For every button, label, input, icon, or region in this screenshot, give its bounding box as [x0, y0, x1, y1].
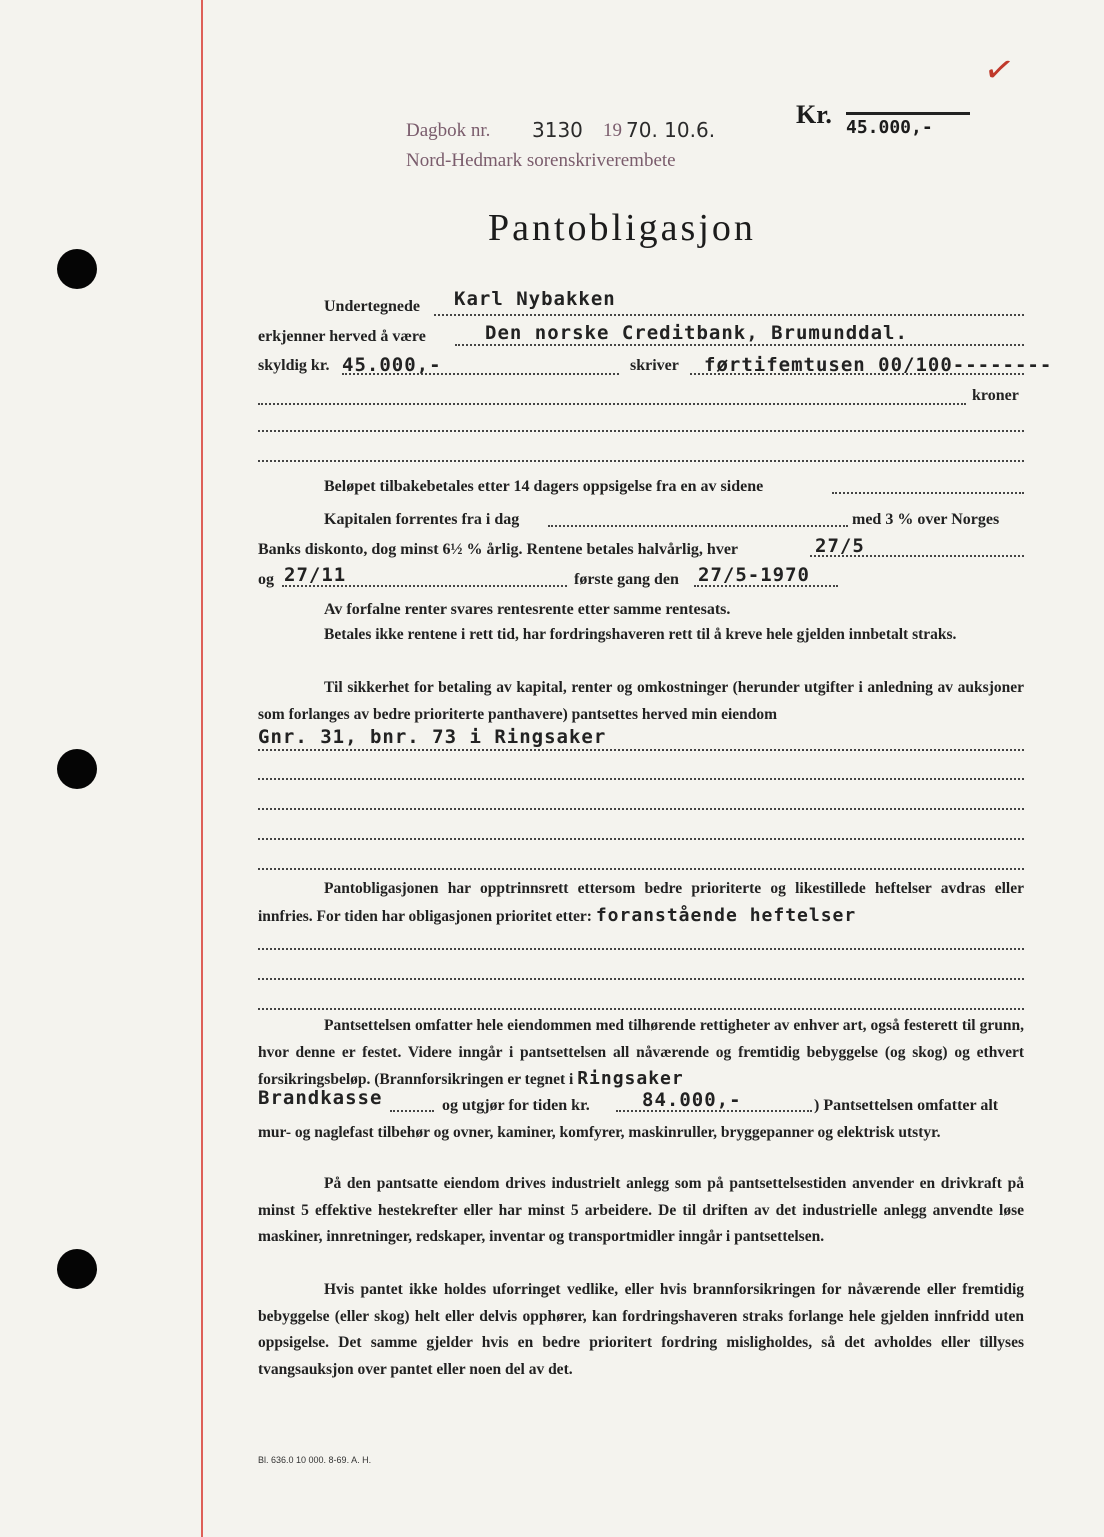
kroner-label: kroner [972, 387, 1019, 404]
forste-label: første gang den [574, 571, 679, 588]
fill-line [258, 1008, 1024, 1010]
dagbok-date: 70. 10.6. [626, 118, 716, 142]
scope-text: Pantsettelsen omfatter hele eiendommen med tilhørende rettigheter av enhver art, også festerett til grunn, hvor denne er festet. Videre inngår i pantsettelsen all nåværende og fremtidig bebyggelse (og skog) og ethvert forsikringsbeløp. (Brannforsikringen er tegnet i [258, 1017, 1024, 1089]
scope-text-end: mur- og naglefast tilbehør og ovner, kaminer, komfyrer, maskinruller, bryggepanner og elektrisk utstyr. [258, 1124, 941, 1141]
paragraph-late-interest: Betales ikke rentene i rett tid, har fordringshaveren rett til å kreve hele gjelden innbetalt straks. [324, 626, 957, 643]
fill-line [548, 525, 848, 527]
priority-text: Pantobligasjonen har opptrinnsrett ettersom bedre prioriterte og likestillede heftelser avdras eller innfries. For tiden har obligasjonen prioritet etter: [258, 880, 1024, 925]
red-margin-line [201, 0, 203, 1537]
first-date: 27/5-1970 [698, 564, 810, 586]
insured-amount: 84.000,- [642, 1089, 742, 1111]
skyldig-label: skyldig kr. [258, 357, 330, 374]
paragraph-priority [258, 876, 1024, 930]
paragraph-industrial: På den pantsatte eiendom drives industrielt anlegg som på pantsettelsestiden anvender en drivkraft på minst 5 effektive hestekrefter eller har minst 5 arbeidere. De til driften av det industrielle anlegg anvendte løse maskiner, innretninger, redskaper, inventar og transportmidler inngår i pantsettelsen. [258, 1175, 1024, 1246]
fill-line [258, 749, 1024, 751]
fill-line [258, 838, 1024, 840]
fill-line [258, 403, 966, 405]
interest-date-2: 27/11 [284, 564, 347, 586]
office-stamp: Nord-Hedmark sorenskriverembete [406, 150, 676, 171]
undertegnede-value: Karl Nybakken [454, 288, 616, 310]
skyldig-value: 45.000,- [342, 354, 442, 376]
skriver-label: skriver [630, 357, 679, 374]
priority-value: foranstående heftelser [595, 904, 857, 926]
paragraph-security: Til sikkerhet for betaling av kapital, renter og omkostninger (herunder utgifter i anledning av auksjoner som forlanges av bedre prioriterte panthavere) pantsettes herved min eiendom [258, 679, 1024, 723]
paragraph-default: Hvis pantet ikke holdes uforringet vedlike, eller hvis brannforsikringen for nåværende eller fremtidig bebyggelse (eller skog) helt eller delvis opphører, kan fordringshaveren straks forlange hele gjelden innfridd uten oppsigelse. Det samme gjelder hvis en bedre prioritert fordring misligholdes, så det avholdes eller tillyses tvangsauksjon over pantet eller noen del av det. [258, 1281, 1024, 1378]
fill-line [258, 978, 1024, 980]
repayment-text: Beløpet tilbakebetales etter 14 dagers oppsigelse fra en av sidene [324, 478, 764, 495]
rate-text: med 3 % over Norges [852, 511, 1000, 528]
form-footer-code: Bl. 636.0 10 000. 8-69. A. H. [258, 1455, 372, 1465]
fill-line [434, 314, 1024, 316]
kapital-label: Kapitalen forrentes fra i dag [324, 511, 520, 528]
utgjor-label: og utgjør for tiden kr. [442, 1097, 590, 1114]
skriver-value: førtifemtusen 00/100-------- [704, 354, 1053, 376]
fill-line [258, 868, 1024, 870]
punch-hole-icon [57, 249, 97, 289]
paragraph-compound-interest: Av forfalne renter svares rentesrente etter samme rentesats. [324, 601, 731, 618]
punch-hole-icon [57, 1249, 97, 1289]
erkjenner-label: erkjenner herved å være [258, 328, 426, 345]
fill-line [832, 492, 1024, 494]
dagbok-year-prefix: 19 [603, 120, 622, 141]
check-mark-icon: ✓ [980, 47, 1018, 94]
insurer-name-2: Brandkasse [258, 1087, 383, 1109]
fill-line [258, 430, 1024, 432]
fill-line [390, 1110, 434, 1112]
undertegnede-label: Undertegnede [324, 298, 420, 315]
dagbok-label: Dagbok nr. [406, 120, 491, 141]
og-label: og [258, 571, 274, 588]
erkjenner-value: Den norske Creditbank, Brumunddal. [485, 322, 908, 344]
fill-line [258, 460, 1024, 462]
dagbok-number: 3130 [532, 118, 583, 142]
fill-line [258, 808, 1024, 810]
kr-amount: 45.000,- [846, 112, 970, 138]
interest-date-1: 27/5 [815, 535, 865, 557]
paragraph-scope [258, 1013, 1024, 1094]
kr-label: Kr. [796, 100, 832, 129]
fill-line [258, 948, 1024, 950]
property-value: Gnr. 31, bnr. 73 i Ringsaker [258, 726, 607, 748]
bank-text: Banks diskonto, dog minst 6½ % årlig. Rentene betales halvårlig, hver [258, 541, 739, 558]
fill-line [258, 778, 1024, 780]
document-title: Pantobligasjon [488, 207, 756, 249]
scope-text-continued: ) Pantsettelsen omfatter alt [814, 1097, 999, 1114]
punch-hole-icon [57, 749, 97, 789]
insurer-name-1: Ringsaker [577, 1068, 684, 1090]
fill-line [455, 344, 1024, 346]
